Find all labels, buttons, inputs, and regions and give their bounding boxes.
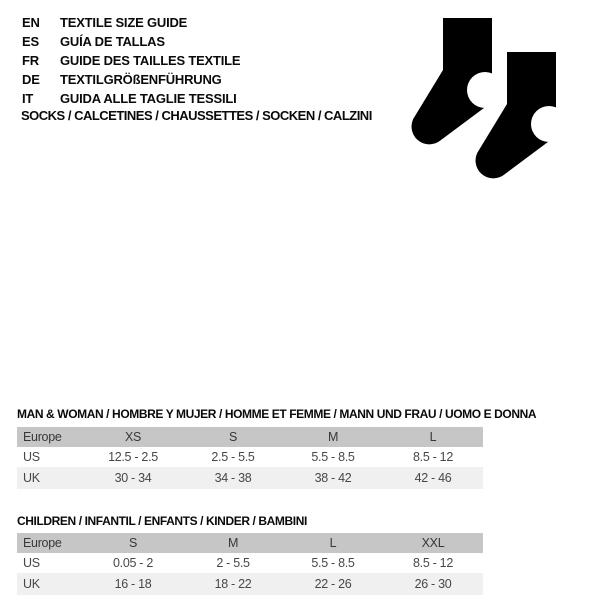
size-table-man-woman [17, 427, 483, 489]
table-row-uk [17, 467, 483, 489]
table-cell: 0.05 - 2 [113, 556, 153, 570]
table-title-children: CHILDREN / INFANTIL / ENFANTS / KINDER / BAMBINI [17, 514, 307, 528]
table-header-cell: Europe [23, 536, 62, 550]
table-cell: 2.5 - 5.5 [211, 450, 255, 464]
table-header-row [17, 427, 483, 447]
row-label: US [23, 556, 40, 570]
table-cell: 16 - 18 [114, 577, 152, 591]
language-row-it [22, 89, 240, 108]
table-cell: 5.5 - 8.5 [311, 450, 355, 464]
row-label: UK [23, 471, 40, 485]
table-cell: 8.5 - 12 [413, 450, 453, 464]
table-cell: 5.5 - 8.5 [311, 556, 355, 570]
table-header-cell: M [327, 430, 339, 444]
language-code: IT [22, 91, 34, 106]
table-row-us [17, 447, 483, 467]
table-header-cell: L [329, 536, 337, 550]
language-row-fr [22, 51, 240, 70]
table-cell: 2 - 5.5 [216, 556, 250, 570]
table-row-us [17, 553, 483, 573]
table-cell: 42 - 46 [414, 471, 452, 485]
language-label: GUIDE DES TAILLES TEXTILE [60, 53, 241, 68]
language-code: FR [22, 53, 39, 68]
table-header-cell: S [128, 536, 138, 550]
language-label: GUÍA DE TALLAS [60, 34, 165, 49]
table-cell: 34 - 38 [214, 471, 252, 485]
table-cell: 12.5 - 2.5 [108, 450, 158, 464]
socks-icon [405, 10, 570, 185]
row-label: UK [23, 577, 40, 591]
table-cell: 26 - 30 [414, 577, 452, 591]
category-title: SOCKS / CALCETINES / CHAUSSETTES / SOCKEN / CALZINI [21, 108, 372, 123]
size-table-children [17, 533, 483, 595]
table-cell: 38 - 42 [314, 471, 352, 485]
language-code: EN [22, 15, 40, 30]
language-label: TEXTILGRÖßENFÜHRUNG [60, 72, 222, 87]
table-header-cell: XXL [421, 536, 445, 550]
table-header-cell: L [429, 430, 437, 444]
table-title-man-woman: MAN & WOMAN / HOMBRE Y MUJER / HOMME ET FEMME / MANN UND FRAU / UOMO E DONNA [17, 407, 537, 421]
language-row-es [22, 32, 240, 51]
table-header-cell: Europe [23, 430, 62, 444]
row-label: US [23, 450, 40, 464]
language-label: GUIDA ALLE TAGLIE TESSILI [60, 91, 237, 106]
sock-left [412, 18, 503, 144]
table-cell: 18 - 22 [214, 577, 252, 591]
language-code: DE [22, 72, 40, 87]
language-row-en [22, 13, 240, 32]
table-cell: 30 - 34 [114, 471, 152, 485]
table-header-cell: S [228, 430, 238, 444]
language-row-de [22, 70, 240, 89]
table-header-cell: M [227, 536, 239, 550]
table-row-uk [17, 573, 483, 595]
language-list [22, 13, 240, 108]
table-cell: 8.5 - 12 [413, 556, 453, 570]
table-header-cell: XS [124, 430, 142, 444]
language-label: TEXTILE SIZE GUIDE [60, 15, 188, 30]
table-cell: 22 - 26 [314, 577, 352, 591]
table-header-row [17, 533, 483, 553]
language-code: ES [22, 34, 39, 49]
